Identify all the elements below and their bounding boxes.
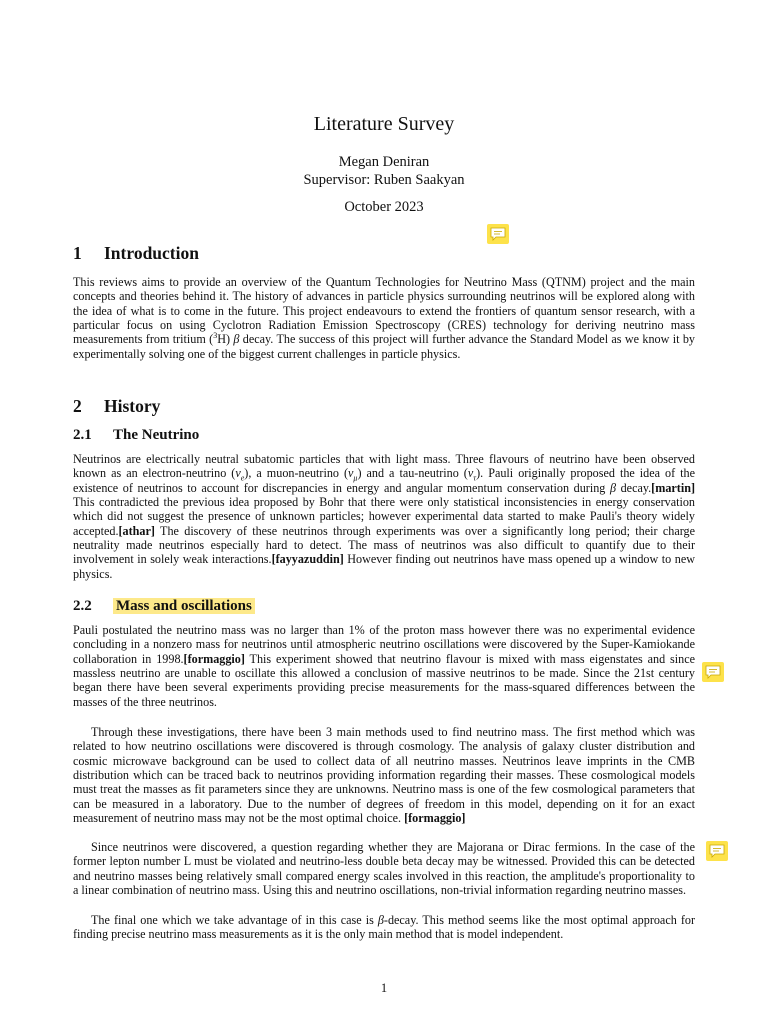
text-run: ). Pauli originally proposed the idea of the existence of neutrinos to account for discrepancies in energy and angular momentum conservation during bbox=[73, 466, 696, 495]
speech-bubble-icon bbox=[709, 844, 725, 858]
subscript: e bbox=[240, 473, 245, 483]
section-number: 2 bbox=[73, 396, 82, 416]
supervisor-line: Supervisor: Ruben Saakyan bbox=[303, 172, 465, 188]
mass-paragraph-2 bbox=[73, 725, 695, 825]
text-run: ), a muon-neutrino ( bbox=[244, 466, 349, 481]
document-date: October 2023 bbox=[344, 199, 424, 215]
nu-symbol: ν bbox=[348, 466, 354, 481]
beta-symbol: β bbox=[609, 480, 616, 495]
beta-symbol: β bbox=[233, 332, 240, 347]
subscript: τ bbox=[473, 473, 477, 483]
text-run: -decay. This method seems like the most optimal approach for finding precise neutrino mass measurements as it is the only main method that is model independent. bbox=[73, 913, 696, 942]
text-run: This experiment showed that neutrino flavour is mixed with mass eigenstates and since massless neutrino are unable to oscillate this allowed a conclusion of massive neutrinos to be made. Since the 21st century began there have been several experiments providing precise measurements for the mass-squared differences between the masses of the three neutrinos. bbox=[73, 651, 695, 709]
page-number: 1 bbox=[380, 981, 388, 995]
subsection-title: The Neutrino bbox=[113, 427, 200, 443]
text-run: decay. The success of this project will further advance the Standard Model as we know it by experimentally solving one of the biggest current challenges in particle physics. bbox=[73, 332, 695, 361]
citation: [formaggio] bbox=[404, 811, 466, 826]
beta-symbol: β bbox=[377, 913, 384, 927]
mass-paragraph-1 bbox=[73, 623, 695, 709]
text-run: The discovery of these neutrinos through experiments was over a significantly long period; their charge neutrality made neutrinos especially hard to detect. The mass of neutrinos was also difficult to quantify due to their involvement in solely weak interactions. bbox=[73, 523, 695, 567]
text-run: ) and a tau-neutrino ( bbox=[357, 466, 468, 481]
comment-icon[interactable] bbox=[487, 224, 509, 244]
comment-icon[interactable] bbox=[702, 662, 724, 682]
mass-paragraph-3 bbox=[73, 840, 695, 897]
section-heading-history bbox=[73, 396, 160, 417]
text-run: This contradicted the previous idea proposed by Bohr that there were only statistical inconsistencies in energy conservation which did not suggest the presence of unknown particles; however experimental data started to make Pauli's theory widely accepted. bbox=[73, 495, 695, 538]
citation: [fayyazuddin] bbox=[271, 552, 344, 567]
citation: [martin] bbox=[651, 480, 695, 495]
subsection-heading-mass bbox=[73, 598, 255, 615]
highlighted-title[interactable]: Mass and oscillations bbox=[113, 598, 255, 614]
text-run: decay. bbox=[616, 480, 652, 495]
citation: [athar] bbox=[118, 523, 155, 538]
text-run: However finding out neutrinos have mass opened up a window to new physics. bbox=[73, 552, 695, 581]
text-run: Neutrinos are electrically neutral subatomic particles that with light mass. Three flavours of neutrino have been observed known as an electron-neutrino ( bbox=[73, 452, 695, 481]
section-title: History bbox=[104, 396, 161, 416]
author-name: Megan Deniran bbox=[338, 154, 430, 170]
subsection-number: 2.1 bbox=[73, 427, 92, 443]
speech-bubble-icon bbox=[705, 665, 721, 679]
text-run: Pauli postulated the neutrino mass was no larger than 1% of the proton mass however there was no experimental evidence concluding in a nonzero mass for neutrinos until atmospheric neutrino oscillations were discovered by the Super-Kamiokande collaboration in 1998. bbox=[73, 623, 695, 666]
text-run: H) bbox=[217, 332, 234, 347]
section-heading-introduction bbox=[73, 243, 199, 264]
text-run: Through these investigations, there have been 3 main methods used to find neutrino mass. The first method which was related to how neutrino oscillations were discovered is through cosmology. The analysis of galaxy cluster distribution and cosmic microwave background can be used to collect data of all neutrino masses. Neutrinos leave imprints in the CMB distribution which can be traced back to neutrinos providing information regarding their masses. These cosmological models must treat the masses as fit parameters since they are unknowns. Neutrino mass is one of the few cosmological parameters that can be measured in a laboratory. Due to the number of degrees of freedom in this model, depending on it for an exact measurement of neutrino mass may not be the most optimal choice. bbox=[73, 725, 695, 826]
speech-bubble-icon bbox=[490, 227, 506, 241]
text-run: This reviews aims to provide an overview of the Quantum Technologies for Neutrino Mass (QTNM) project and the main concepts and theories behind it. The history of advances in particle physics surrounding neutrinos will be explored along with the idea of what is to come in the future. This project endeavours to extend the frontiers of quantum sensor research, with a particular focus on using Cyclotron Radiation Emission Spectroscopy (CRES) technology for deriving neutrino mass measurements from tritium ( bbox=[73, 275, 695, 347]
neutrino-paragraph bbox=[73, 452, 695, 581]
text-run: The final one which we take advantage of in this case is bbox=[91, 913, 378, 927]
nu-symbol: ν bbox=[467, 466, 474, 481]
nu-symbol: ν bbox=[235, 466, 241, 481]
subscript: μ bbox=[353, 473, 358, 483]
section-number: 1 bbox=[73, 243, 82, 263]
intro-paragraph bbox=[73, 275, 695, 361]
section-title: Introduction bbox=[104, 243, 199, 263]
document-title: Literature Survey bbox=[313, 113, 455, 135]
subsection-heading-neutrino bbox=[73, 427, 199, 444]
superscript: 3 bbox=[213, 331, 218, 341]
comment-icon[interactable] bbox=[706, 841, 728, 861]
mass-paragraph-4 bbox=[73, 913, 695, 942]
text-run: Since neutrinos were discovered, a question regarding whether they are Majorana or Dirac fermions. In the case of the former lepton number L must be violated and neutrino-less double beta decay may be witnessed. Provided this can be detected and neutrino masses being relatively small compared energy scales involved in this reaction, the amplitude's proportionality to a linear combination of neutrino mass. Using this and neutrino oscillations, non-trivial information regarding neutrino masses. bbox=[73, 840, 695, 898]
citation: [formaggio] bbox=[183, 651, 245, 666]
subsection-number: 2.2 bbox=[73, 598, 92, 614]
